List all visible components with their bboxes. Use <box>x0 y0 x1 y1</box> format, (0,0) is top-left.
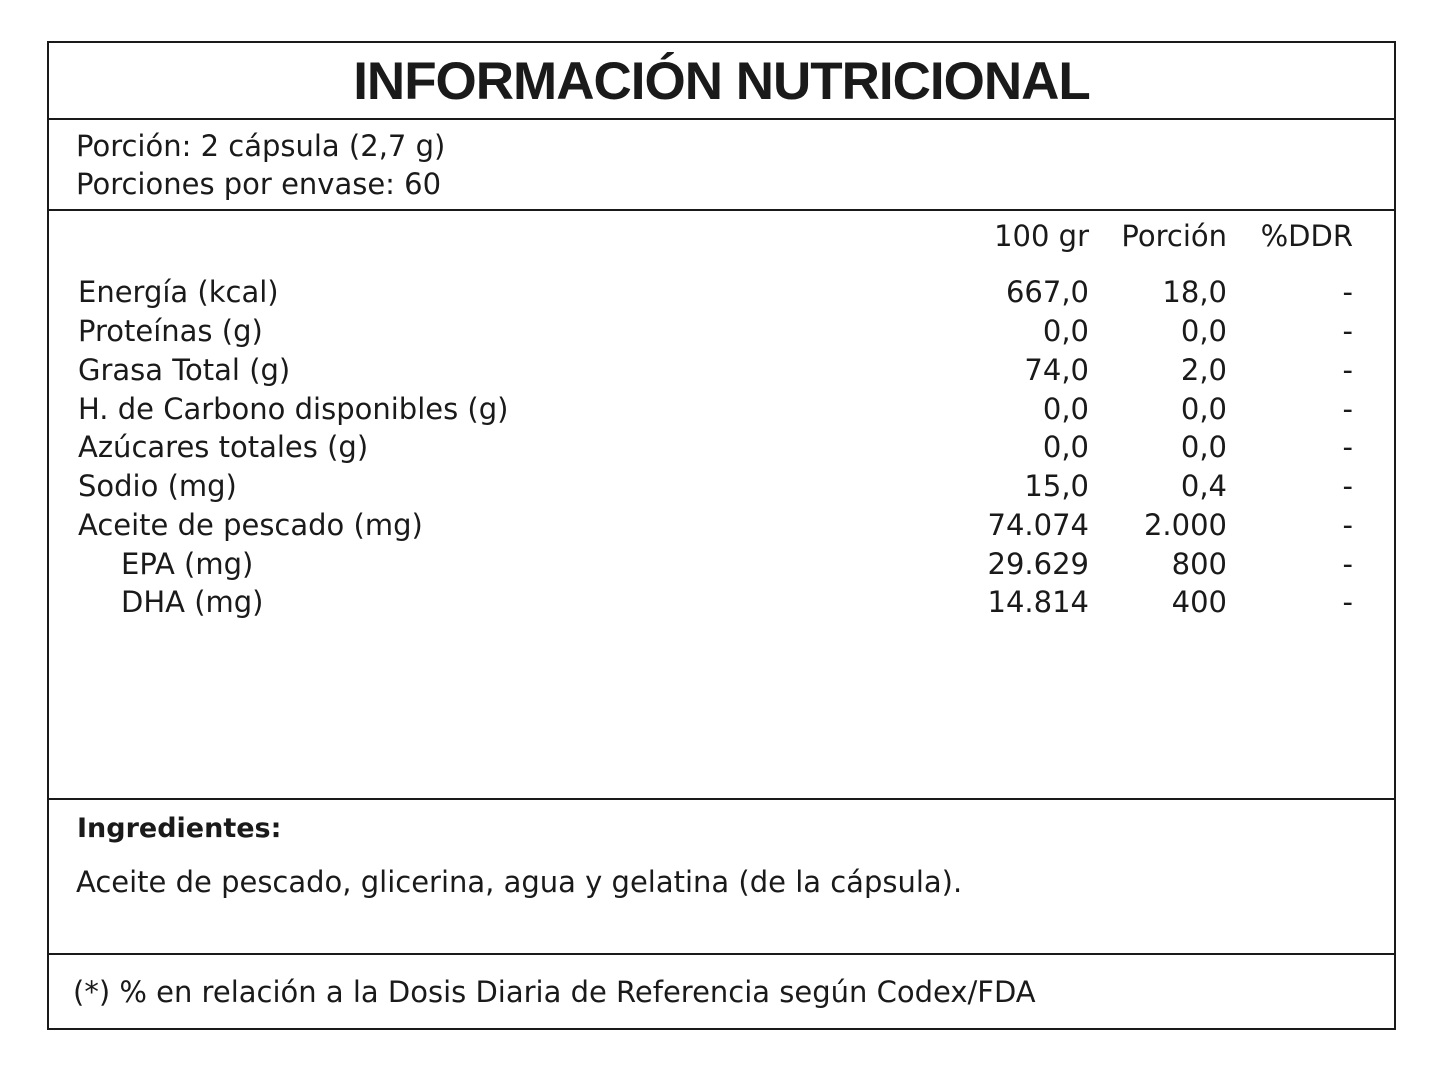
value-ddr: - <box>1342 275 1353 309</box>
value-per-portion: 18,0 <box>1162 275 1227 309</box>
nutrition-label <box>47 41 1396 1030</box>
value-ddr: - <box>1342 585 1353 619</box>
table-row <box>49 428 1394 467</box>
nutrient-name: H. de Carbono disponibles (g) <box>78 392 509 426</box>
value-ddr: - <box>1342 392 1353 426</box>
value-per-100g: 0,0 <box>1042 314 1089 348</box>
value-per-portion: 2.000 <box>1143 508 1227 542</box>
portion-size: Porción: 2 cápsula (2,7 g) <box>76 129 446 163</box>
servings-per-container: Porciones por envase: 60 <box>76 167 442 201</box>
ingredients-divider <box>49 953 1394 955</box>
table-divider <box>49 798 1394 800</box>
value-per-portion: 0,0 <box>1180 392 1227 426</box>
value-per-portion: 0,0 <box>1180 314 1227 348</box>
value-ddr: - <box>1342 430 1353 464</box>
value-per-100g: 15,0 <box>1024 469 1089 503</box>
value-ddr: - <box>1342 353 1353 387</box>
value-per-100g: 14.814 <box>987 585 1089 619</box>
nutrient-name: Sodio (mg) <box>78 469 237 503</box>
table-row <box>49 390 1394 429</box>
value-per-portion: 400 <box>1171 585 1227 619</box>
table-row <box>49 467 1394 506</box>
value-per-portion: 800 <box>1171 547 1227 581</box>
value-per-portion: 0,0 <box>1180 430 1227 464</box>
value-per-100g: 0,0 <box>1042 392 1089 426</box>
ingredients-heading: Ingredientes: <box>77 813 282 844</box>
table-row <box>49 312 1394 351</box>
nutrient-name: Azúcares totales (g) <box>78 430 369 464</box>
table-row <box>49 506 1394 545</box>
table-row <box>49 583 1394 622</box>
ingredients-text: Aceite de pescado, glicerina, agua y gelatina (de la cápsula). <box>76 865 963 899</box>
column-header-ddr: %DDR <box>1260 219 1353 253</box>
value-per-100g: 0,0 <box>1042 430 1089 464</box>
nutrient-name: Grasa Total (g) <box>78 353 291 387</box>
value-per-portion: 0,4 <box>1180 469 1227 503</box>
column-header-100g: 100 gr <box>994 219 1089 253</box>
title-divider <box>49 118 1394 120</box>
nutrient-name: Energía (kcal) <box>78 275 279 309</box>
value-per-100g: 74,0 <box>1024 353 1089 387</box>
nutrient-name: EPA (mg) <box>121 547 254 581</box>
value-ddr: - <box>1342 508 1353 542</box>
column-header-portion: Porción <box>1121 219 1227 253</box>
value-per-100g: 29.629 <box>987 547 1089 581</box>
serving-divider <box>49 209 1394 211</box>
nutrient-name: Aceite de pescado (mg) <box>78 508 423 542</box>
table-row <box>49 545 1394 584</box>
table-row <box>49 351 1394 390</box>
value-per-100g: 74.074 <box>987 508 1089 542</box>
value-ddr: - <box>1342 547 1353 581</box>
nutrient-name: Proteínas (g) <box>78 314 263 348</box>
label-title: INFORMACIÓN NUTRICIONAL <box>353 51 1090 111</box>
nutrient-name: DHA (mg) <box>121 585 264 619</box>
footnote: (*) % en relación a la Dosis Diaria de Referencia según Codex/FDA <box>73 975 1036 1009</box>
value-ddr: - <box>1342 314 1353 348</box>
value-per-portion: 2,0 <box>1180 353 1227 387</box>
table-row <box>49 273 1394 312</box>
value-ddr: - <box>1342 469 1353 503</box>
value-per-100g: 667,0 <box>1005 275 1089 309</box>
